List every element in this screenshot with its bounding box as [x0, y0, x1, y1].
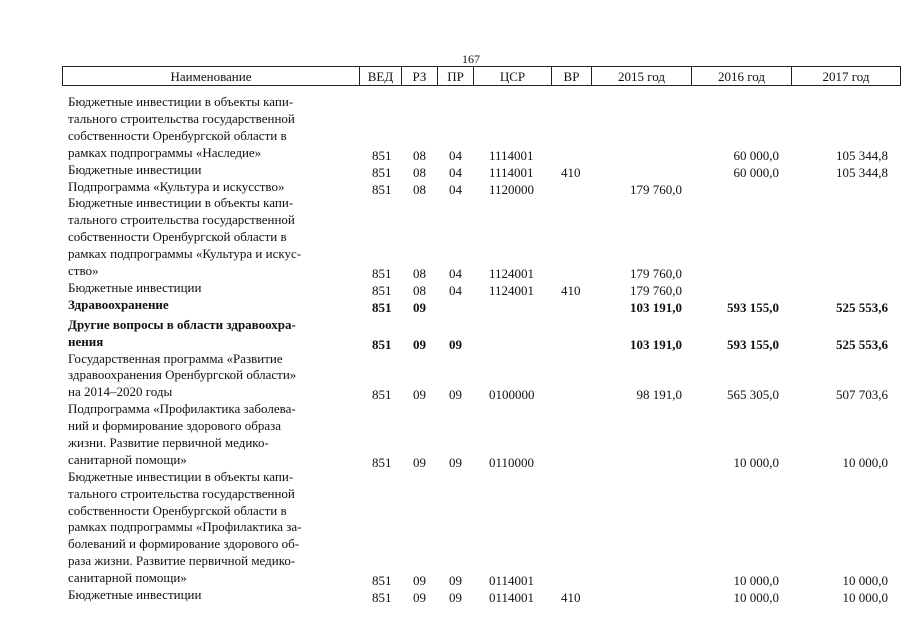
cell-csr: 1120000 [489, 181, 535, 197]
cell-ved: 851 [372, 164, 392, 180]
cell-pr: 04 [449, 265, 462, 281]
cell-rz: 09 [413, 573, 426, 589]
cell-y2017: 105 344,8 [836, 147, 888, 163]
header-pr: ПР [438, 67, 474, 85]
cell-ved: 851 [372, 336, 392, 352]
header-ved: ВЕД [360, 67, 402, 85]
cell-y2017: 10 000,0 [842, 590, 888, 606]
cell-ved: 851 [372, 265, 392, 281]
row-name [68, 179, 353, 196]
cell-y2016: 60 000,0 [733, 164, 779, 180]
cell-rz: 08 [413, 265, 426, 281]
cell-y2016: 10 000,0 [733, 573, 779, 589]
row-name-line: Бюджетные инвестиции [68, 279, 202, 295]
cell-pr: 09 [449, 590, 462, 606]
row-name-line: ний и формирование здорового образа [68, 418, 282, 434]
row-name-line: Подпрограмма «Профилактика заболева- [68, 401, 296, 417]
cell-y2015: 103 191,0 [630, 336, 682, 352]
cell-rz: 08 [413, 164, 426, 180]
row-name-line: жизни. Развитие первичной медико- [68, 434, 269, 450]
row-name-line: Бюджетные инвестиции в объекты капи- [68, 94, 294, 109]
cell-csr: 1124001 [489, 282, 535, 298]
header-name: Наименование [63, 67, 360, 85]
cell-csr: 0114001 [489, 573, 535, 589]
row-name-line: рамках подпрограммы «Профилактика за- [68, 519, 302, 535]
page-number: 167 [462, 52, 480, 66]
cell-rz: 08 [413, 181, 426, 197]
cell-vr: 410 [561, 282, 581, 298]
row-name-line: Другие вопросы в области здравоохра- [68, 316, 296, 332]
row-name-line: тального строительства государственной [68, 485, 295, 501]
table-header [62, 66, 901, 86]
row-name-line: собственности Оренбургской области в [68, 229, 287, 245]
row-name-line: собственности Оренбургской области в [68, 502, 287, 518]
cell-pr: 04 [449, 282, 462, 298]
header-2016: 2016 год [692, 67, 792, 85]
row-name-line: Подпрограмма «Культура и искусство» [68, 178, 285, 194]
cell-csr: 1124001 [489, 265, 535, 281]
header-vr: ВР [552, 67, 592, 85]
cell-rz: 09 [413, 590, 426, 606]
cell-y2015: 179 760,0 [630, 265, 682, 281]
row-name-line: Здравоохранение [68, 296, 169, 312]
cell-y2016: 60 000,0 [733, 147, 779, 163]
row-name [68, 587, 353, 604]
header-csr: ЦСР [474, 67, 552, 85]
header-2017: 2017 год [822, 69, 870, 84]
cell-y2016: 565 305,0 [727, 387, 779, 403]
header-rz: РЗ [402, 67, 438, 85]
row-name [68, 351, 353, 402]
cell-pr: 04 [449, 164, 462, 180]
cell-y2017: 525 553,6 [836, 336, 888, 352]
cell-y2017: 525 553,6 [836, 299, 888, 315]
cell-y2016: 10 000,0 [733, 590, 779, 606]
cell-rz: 09 [413, 299, 426, 315]
row-name [68, 297, 353, 314]
cell-csr: 1114001 [489, 147, 534, 163]
cell-csr: 0100000 [489, 387, 535, 403]
cell-ved: 851 [372, 282, 392, 298]
row-name-line: рамках подпрограммы «Культура и искус- [68, 246, 302, 262]
cell-y2016: 593 155,0 [727, 336, 779, 352]
row-name-line: санитарной помощи» [68, 451, 187, 467]
row-name-line: раза жизни. Развитие первичной медико- [68, 553, 296, 569]
row-name-line: нения [68, 333, 104, 349]
cell-ved: 851 [372, 387, 392, 403]
row-name-line: тального строительства государственной [68, 110, 295, 126]
row-name-line: болеваний и формирование здорового об- [68, 536, 300, 552]
cell-y2015: 103 191,0 [630, 299, 682, 315]
row-name-line: на 2014–2020 годы [68, 384, 173, 400]
row-name-line: Бюджетные инвестиции [68, 587, 202, 603]
row-name-line: Бюджетные инвестиции в объекты капи- [68, 468, 294, 484]
cell-pr: 09 [449, 454, 462, 470]
cell-vr: 410 [561, 164, 581, 180]
row-name [68, 195, 353, 279]
row-name [68, 317, 353, 351]
cell-csr: 1114001 [489, 164, 534, 180]
cell-rz: 08 [413, 147, 426, 163]
cell-y2015: 179 760,0 [630, 282, 682, 298]
cell-rz: 09 [413, 336, 426, 352]
cell-pr: 04 [449, 181, 462, 197]
cell-ved: 851 [372, 573, 392, 589]
cell-ved: 851 [372, 299, 392, 315]
row-name [68, 94, 353, 162]
cell-y2016: 593 155,0 [727, 299, 779, 315]
cell-rz: 09 [413, 454, 426, 470]
cell-y2016: 10 000,0 [733, 454, 779, 470]
cell-pr: 09 [449, 387, 462, 403]
row-name [68, 280, 353, 297]
row-name-line: здравоохранения Оренбургской области» [68, 367, 297, 383]
cell-y2017: 10 000,0 [842, 454, 888, 470]
cell-vr: 410 [561, 590, 581, 606]
row-name-line: Бюджетные инвестиции в объекты капи- [68, 195, 294, 211]
cell-pr: 09 [449, 336, 462, 352]
cell-csr: 0110000 [489, 454, 535, 470]
row-name-line: Государственная программа «Развитие [68, 350, 283, 366]
cell-rz: 09 [413, 387, 426, 403]
cell-rz: 08 [413, 282, 426, 298]
cell-y2017: 507 703,6 [836, 387, 888, 403]
cell-pr: 04 [449, 147, 462, 163]
cell-ved: 851 [372, 181, 392, 197]
row-name [68, 469, 353, 587]
cell-ved: 851 [372, 454, 392, 470]
row-name-line: рамках подпрограммы «Наследие» [68, 144, 262, 160]
cell-pr: 09 [449, 573, 462, 589]
cell-y2017: 105 344,8 [836, 164, 888, 180]
header-2015: 2015 год [592, 67, 692, 85]
row-name-line: ство» [68, 262, 99, 278]
row-name-line: тального строительства государственной [68, 212, 295, 228]
cell-ved: 851 [372, 590, 392, 606]
row-name [68, 162, 353, 179]
cell-ved: 851 [372, 147, 392, 163]
cell-y2015: 179 760,0 [630, 181, 682, 197]
row-name-line: собственности Оренбургской области в [68, 127, 287, 143]
cell-csr: 0114001 [489, 590, 535, 606]
row-name [68, 401, 353, 469]
row-name-line: санитарной помощи» [68, 570, 187, 586]
row-name-line: Бюджетные инвестиции [68, 161, 202, 177]
cell-y2017: 10 000,0 [842, 573, 888, 589]
cell-y2015: 98 191,0 [636, 387, 682, 403]
